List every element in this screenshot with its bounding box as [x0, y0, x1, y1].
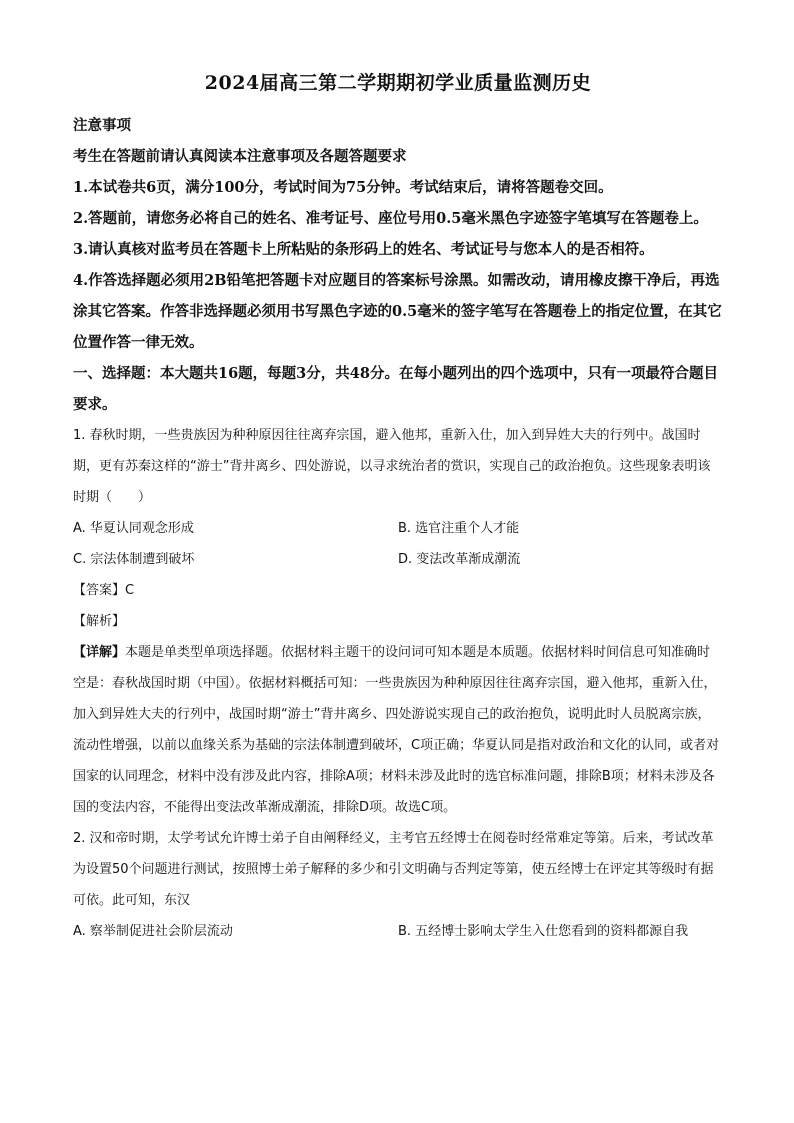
option-c: C. 宗法体制遭到破坏 — [73, 552, 195, 567]
document-page — [73, 68, 723, 947]
answer-line: 【答案】C — [73, 583, 135, 598]
notice-item: 4.作答选择题必须用2B铅笔把答题卡对应题目的答案标号涂黑。如需改动，请用橡皮擦干净后，再选涂其它答案。作答非选择题必须用书写黑色字迹的0.5毫米的签字笔写在答题卷上的指定位置，在其它位置作答一律无效。 — [73, 272, 722, 351]
notice-item: 3.请认真核对监考员在答题卡上所粘贴的条形码上的姓名、考试证号与您本人的是否相符。 — [73, 241, 654, 258]
notice-item: 2.答题前，请您务必将自己的姓名、准考证号、座位号用0.5毫米黑色字迹签字笔填写在答题卷上。 — [73, 210, 708, 227]
notice-heading: 注意事项 — [73, 117, 131, 134]
section-heading: 一、选择题：本大题共16题，每题3分，共48分。在每小题列出的四个选项中，只有一项最符合题目要求。 — [73, 365, 718, 413]
detail-text: 本题是单类型单项选择题。依据材料主题干的设问词可知本题是本质题。依据材料时间信息可知准确时空是：春秋战国时期（中国）。依据材料概括可知：一些贵族因为种种原因往往离弃宗国，避入他邦，重新入仕，加入到异姓大夫的行列中，战国时期“游士”背井离乡、四处游说实现自己的政治抱负，说明此时人员脱离宗族，流动性增强，以前以血缘关系为基础的宗法体制遭到破坏，C项正确；华夏认同是指对政治和文化的认同，或者对国家的认同理念，材料中没有涉及此内容，排除A项；材料未涉及此时的选官标准问题，排除B项；材料未涉及各国的变法内容，不能得出变法改革渐成潮流，排除D项。故选C项。 — [73, 645, 720, 815]
option-b: B. 选官注重个人才能 — [398, 521, 520, 536]
notice-intro: 考生在答题前请认真阅读本注意事项及各题答题要求 — [73, 148, 407, 165]
option-d: D. 变法改革渐成潮流 — [398, 552, 521, 567]
question-1-stem: 1. 春秋时期，一些贵族因为种种原因往往离弃宗国，避入他邦，重新入仕，加入到异姓大夫的行列中。战国时期，更有苏秦这样的“游士”背井离乡、四处游说，以寻求统治者的赏识，实现自己的政治抱负。这些现象表明该时期（ ） — [73, 428, 711, 505]
question-2-stem: 2. 汉和帝时期，太学考试允许博士弟子自由阐释经义，主考官五经博士在阅卷时经常难定等第。后来，考试改革为设置50个问题进行测试，按照博士弟子解释的多少和引文明确与否判定等第，使五经博士在评定其等级时有据可依。此可知，东汉 — [73, 831, 714, 908]
detail-label: 【详解】 — [73, 645, 126, 660]
option-a: A. 华夏认同观念形成 — [73, 521, 194, 536]
option-b: B. 五经博士影响太学生入仕您看到的资料都源自我 — [398, 924, 689, 939]
question-2-options — [73, 916, 723, 947]
question-1-options — [73, 513, 723, 575]
page-title: 2024届高三第二学期期初学业质量监测历史 — [204, 72, 592, 94]
analysis-label: 【解析】 — [73, 614, 126, 629]
notice-item: 1.本试卷共6页，满分100分，考试时间为75分钟。考试结束后，请将答题卷交回。 — [73, 179, 613, 196]
detail-paragraph — [73, 637, 723, 823]
option-a: A. 察举制促进社会阶层流动 — [73, 924, 233, 939]
